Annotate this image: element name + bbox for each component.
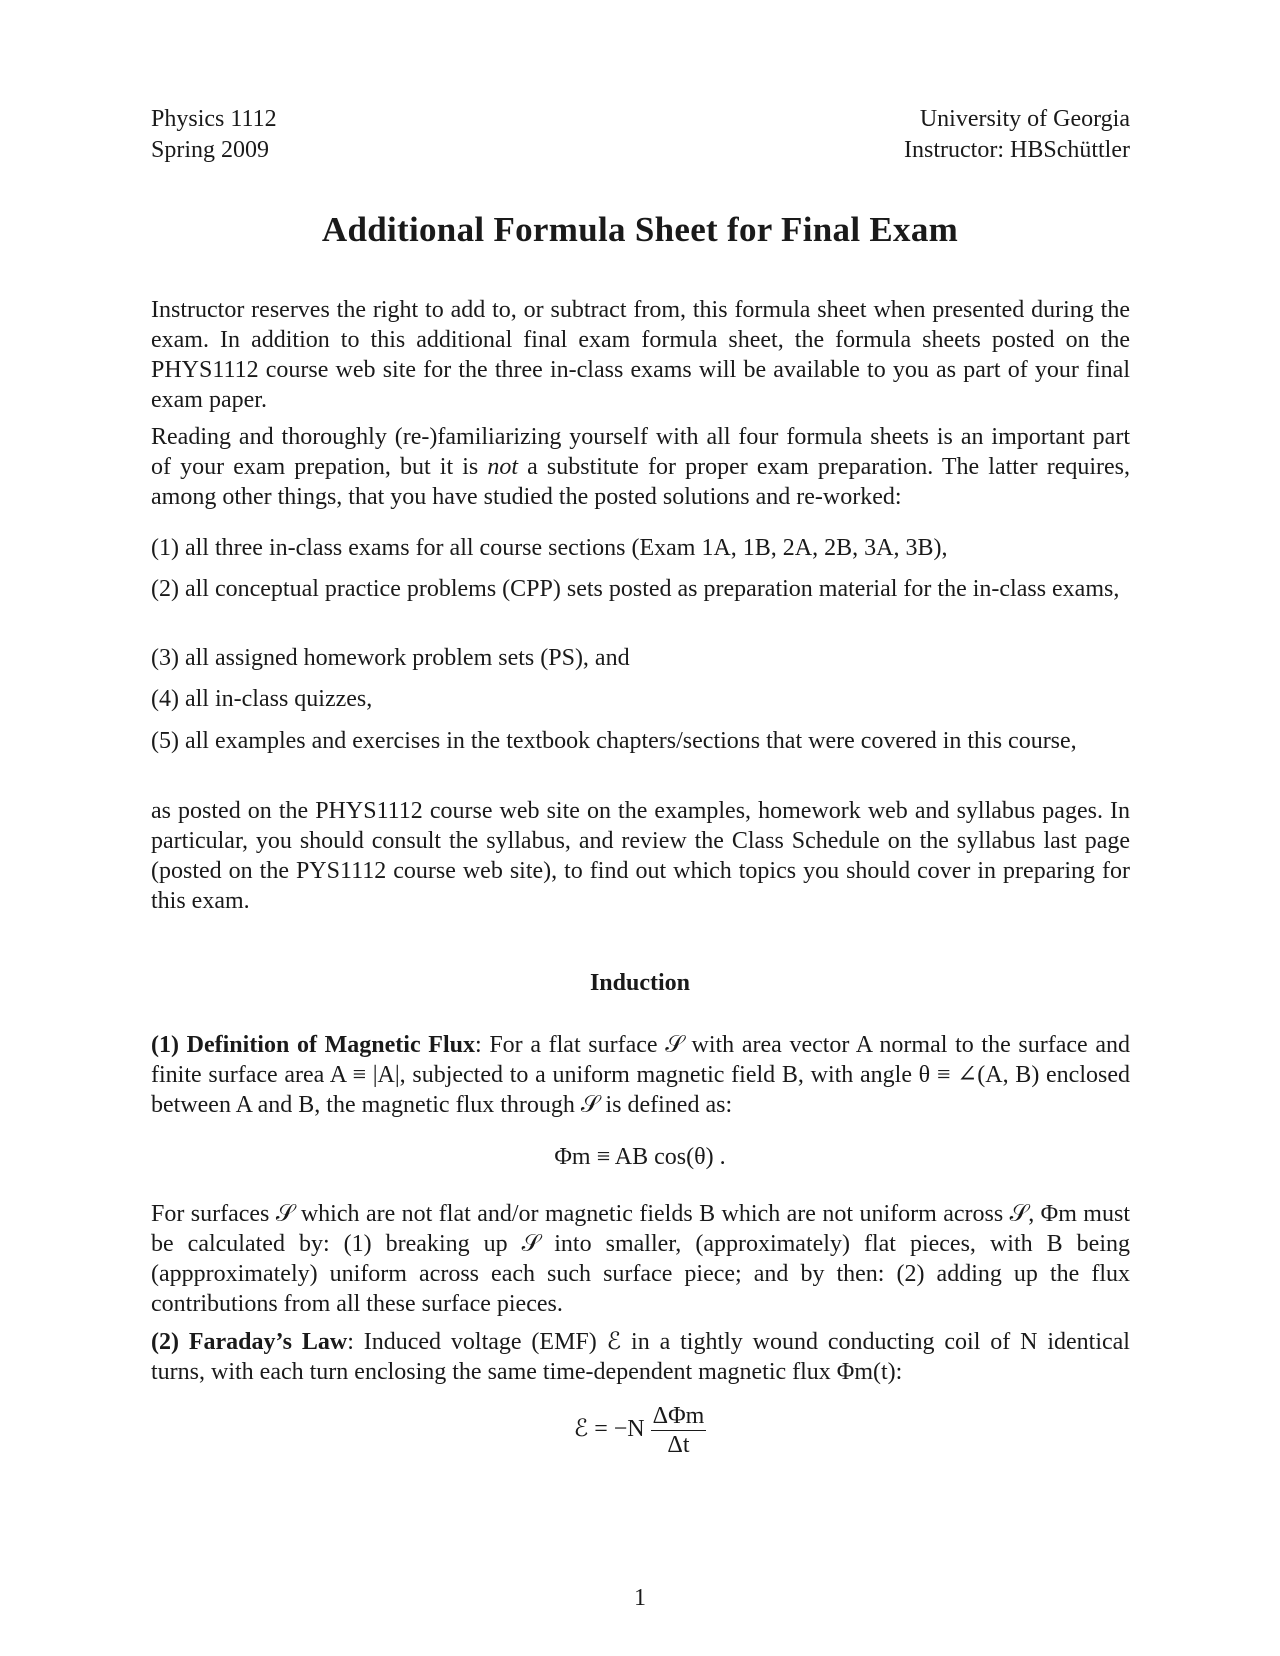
posted-paragraph: as posted on the PHYS1112 course web site on the examples, homework web and syllabus pages. In particular, you should consult the syllabus, and review the Class Schedule on the syllabus last page (posted on the PYS1112 course web site), to find out which topics you should cover in preparing for this exam. (151, 798, 1130, 914)
course-name: Physics 1112 (151, 106, 277, 132)
list-item: (5) all examples and exercises in the textbook chapters/sections that were covered in this course, (151, 728, 1077, 754)
list-item: (3) all assigned homework problem sets (PS), and (151, 645, 630, 671)
emphasis-not: not (487, 454, 519, 480)
page-title: Additional Formula Sheet for Final Exam (321, 210, 959, 249)
fraction-numerator: ΔΦm (652, 1403, 705, 1429)
section-title: Induction (589, 970, 691, 996)
header-right (904, 104, 1130, 166)
item1-heading: (1) Definition of Magnetic Flux (151, 1032, 475, 1058)
study-paragraph (151, 422, 1130, 512)
instructor: Instructor: HBSchüttler (904, 137, 1130, 163)
intro-paragraph (151, 295, 1130, 415)
list-item: (1) all three in-class exams for all course sections (Exam 1A, 1B, 2A, 2B, 3A, 3B), (151, 535, 948, 561)
header-left (151, 104, 277, 166)
flux-followup: For surfaces 𝒮 which are not flat and/or magnetic fields B which are not uniform across 𝒮, Φm must be calculated by: (1) breaking up 𝒮 into smaller, (approximately) flat pieces, with B being (appproximately) uniform across each such surface piece; and by then: (2) adding up the flux contributions from all these surface pieces. (151, 1201, 1130, 1317)
term: Spring 2009 (151, 137, 270, 163)
faraday-equation (0, 1402, 1280, 1459)
university: University of Georgia (919, 106, 1130, 132)
faraday-lhs: ℰ = −N (573, 1416, 645, 1443)
faraday-law: (2) Faraday’s Law: Induced voltage (EMF) ℰ in a tightly wound conducting coil of N identical turns, with each turn enclosing the same time-dependent magnetic flux Φm(t): (151, 1329, 1130, 1385)
para-reserves: Instructor reserves the right to add to, or subtract from, this formula sheet when presented during the exam. In addition to this additional final exam formula sheet, the formula sheets posted on the PHYS1112 course web site for the three in-class exams will be available to you as part of your final exam paper. (151, 297, 1130, 413)
fraction-denominator: Δt (667, 1432, 690, 1458)
list-item: (4) all in-class quizzes, (151, 686, 373, 712)
fraction (651, 1402, 707, 1459)
list-item: (2) all conceptual practice problems (CPP) sets posted as preparation material for the in-class exams, (151, 576, 1120, 602)
para-study: Reading and thoroughly (re-)familiarizing yourself with all four formula sheets is an important part of your exam prepation, but it is not a substitute for proper exam preparation. The latter requires, among other things, that you have studied the posted solutions and re-worked: (151, 424, 1130, 510)
flux-equation: Φm ≡ AB cos(θ) . (554, 1144, 726, 1170)
page-number: 1 (634, 1585, 646, 1611)
item2-heading: (2) Faraday’s Law (151, 1329, 348, 1355)
magnetic-flux-definition: (1) Definition of Magnetic Flux: For a flat surface 𝒮 with area vector A normal to the surface and finite surface area A ≡ |A|, subjected to a uniform magnetic field B, with angle θ ≡ ∠(A, B) enclosed between A and B, the magnetic flux through 𝒮 is defined as: (151, 1032, 1130, 1118)
